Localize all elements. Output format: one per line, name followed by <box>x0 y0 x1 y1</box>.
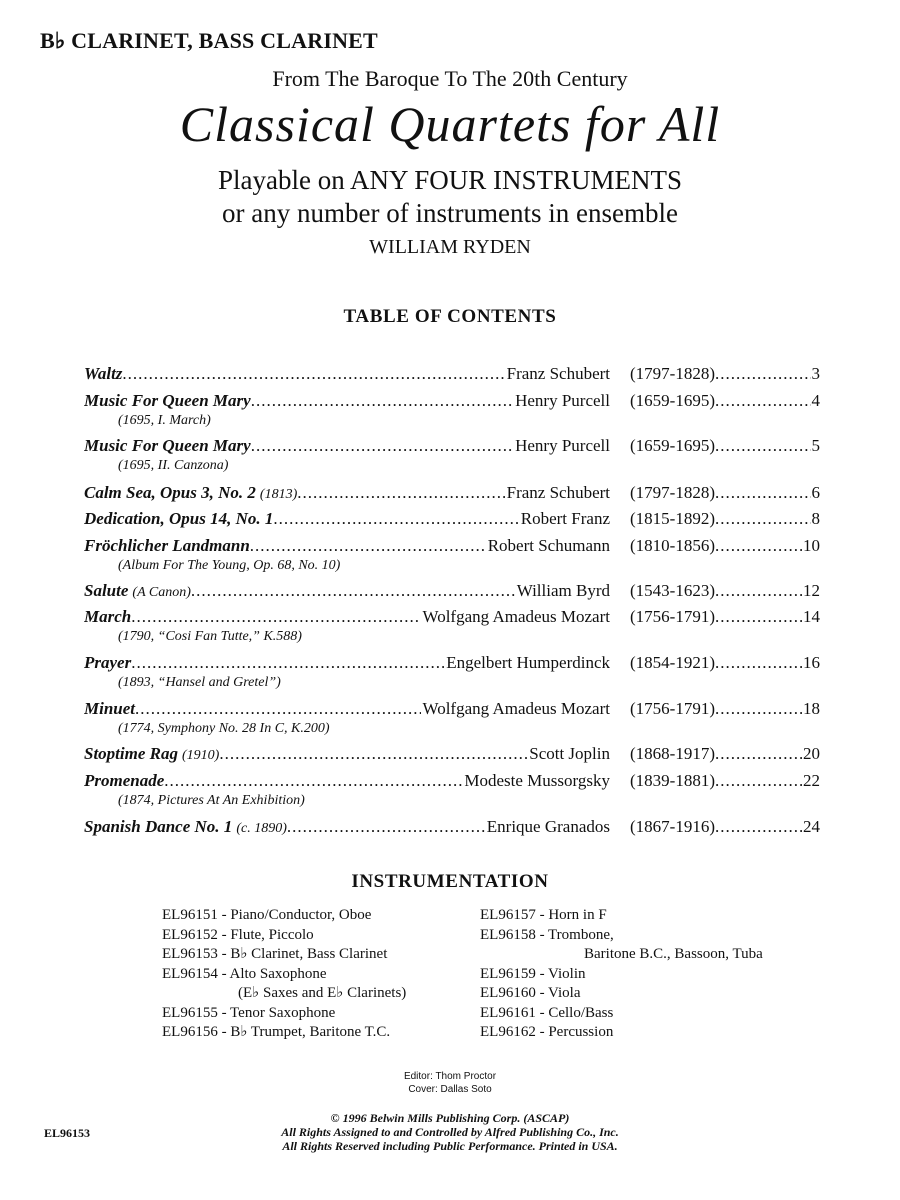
arranger-name: WILLIAM RYDEN <box>369 236 531 258</box>
toc-title: Music For Queen Mary <box>84 436 251 455</box>
toc-entry-right <box>630 743 820 765</box>
toc-entry-left <box>84 363 610 385</box>
toc-entry <box>84 535 820 557</box>
toc-entry <box>84 435 820 457</box>
toc-page-number: 12 <box>803 581 820 600</box>
toc-entry <box>84 390 820 412</box>
toc-title: Promenade <box>84 771 165 790</box>
toc-entry-left <box>84 508 610 530</box>
toc-page-number: 22 <box>803 771 820 790</box>
dot-leader <box>715 698 802 720</box>
toc-entry-left <box>84 652 610 674</box>
toc-entry-right <box>630 535 820 557</box>
dot-leader <box>715 482 811 504</box>
toc-dates: (1797-1828) <box>630 364 715 383</box>
toc-dates: (1756-1791) <box>630 699 715 718</box>
copyright-line: © 1996 Belwin Mills Publishing Corp. (ASCAP) <box>330 1111 570 1125</box>
toc-dates: (1854-1921) <box>630 653 715 672</box>
toc-entry-left <box>84 435 610 457</box>
dot-leader <box>251 435 513 457</box>
toc-entry <box>84 363 820 385</box>
instrument-part-note: Baritone B.C., Bassoon, Tuba <box>584 946 763 962</box>
toc-title-note: (A Canon) <box>132 585 191 600</box>
toc-title: Fröchlicher Landmann <box>84 536 250 555</box>
toc-dates: (1867-1916) <box>630 817 715 836</box>
copyright-line: All Rights Reserved including Public Performance. Printed in USA. <box>282 1139 618 1153</box>
dot-leader <box>715 816 802 838</box>
dot-leader <box>715 390 811 412</box>
toc-composer: Wolfgang Amadeus Mozart <box>422 699 610 718</box>
catalog-number: EL96153 <box>44 1126 91 1140</box>
toc-dates: (1659-1695) <box>630 391 715 410</box>
toc-entry-left <box>84 390 610 412</box>
instrument-part-note: (E♭ Saxes and E♭ Clarinets) <box>238 985 407 1001</box>
copyright-notice <box>0 1111 900 1153</box>
toc-subtitle: (1893, “Hansel and Gretel”) <box>118 675 281 690</box>
dot-leader <box>715 770 802 792</box>
dot-leader <box>715 606 802 628</box>
toc-entry-left <box>84 743 610 767</box>
toc-entry-right <box>630 435 820 457</box>
toc-page-number: 24 <box>803 817 820 836</box>
toc-title: Stoptime Rag <box>84 744 178 763</box>
toc-title-note: (1813) <box>259 487 298 502</box>
dot-leader <box>131 606 420 628</box>
copyright-line: All Rights Assigned to and Controlled by Alfred Publishing Co., Inc. <box>281 1125 619 1139</box>
toc-subtitle: (1695, I. March) <box>118 413 211 428</box>
instrumentation-heading: INSTRUMENTATION <box>351 871 549 892</box>
toc-entry <box>84 482 820 504</box>
toc-entry <box>84 508 820 530</box>
toc-entry-right <box>630 698 820 720</box>
toc-heading: TABLE OF CONTENTS <box>343 306 557 327</box>
instrument-part: EL96156 - B♭ Trumpet, Baritone T.C. <box>162 1024 391 1040</box>
dot-leader <box>131 652 444 674</box>
toc-title: Minuet <box>84 699 136 718</box>
dot-leader <box>715 363 811 385</box>
toc-dates: (1797-1828) <box>630 483 715 502</box>
toc-title-note: (1910) <box>181 748 220 763</box>
book-title: Classical Quartets for All <box>179 96 721 152</box>
toc-page-number: 10 <box>803 536 820 555</box>
dot-leader <box>164 770 462 792</box>
toc-composer: Modeste Mussorgsky <box>464 771 610 790</box>
toc-title: Salute <box>84 581 129 600</box>
toc-entry-right <box>630 482 820 504</box>
toc-subtitle: (1874, Pictures At An Exhibition) <box>118 793 305 808</box>
dot-leader <box>219 743 527 765</box>
toc-dates: (1659-1695) <box>630 436 715 455</box>
instrument-header: B♭ CLARINET, BASS CLARINET <box>40 28 378 53</box>
ensemble-line: or any number of instruments in ensemble <box>222 198 678 228</box>
dot-leader <box>135 698 420 720</box>
toc-page-number: 20 <box>803 744 820 763</box>
subtitle: From The Baroque To The 20th Century <box>272 66 628 91</box>
toc-composer: Robert Franz <box>520 509 610 528</box>
toc-dates: (1756-1791) <box>630 607 715 626</box>
toc-entry-left <box>84 482 610 506</box>
toc-entry-left <box>84 535 610 557</box>
toc-subtitle: (1695, II. Canzona) <box>118 458 229 473</box>
toc-page-number: 16 <box>803 653 820 672</box>
toc-entry-left <box>84 580 610 604</box>
toc-title: March <box>84 607 132 626</box>
dot-leader <box>715 435 811 457</box>
toc-entry-right <box>630 770 820 792</box>
toc-dates: (1839-1881) <box>630 771 715 790</box>
dot-leader <box>297 482 504 504</box>
instrument-part: EL96161 - Cello/Bass <box>480 1004 614 1021</box>
toc-dates: (1868-1917) <box>630 744 715 763</box>
toc-page-number: 5 <box>811 436 820 455</box>
instrument-part: EL96153 - B♭ Clarinet, Bass Clarinet <box>162 946 388 962</box>
toc-title: Music For Queen Mary <box>84 391 251 410</box>
toc-composer: Enrique Granados <box>486 817 610 836</box>
dot-leader <box>251 390 513 412</box>
instrument-part: EL96151 - Piano/Conductor, Oboe <box>162 907 372 923</box>
toc-entry-right <box>630 508 820 530</box>
toc-entry-right <box>630 816 820 838</box>
dot-leader <box>715 508 811 530</box>
toc-composer: Franz Schubert <box>506 364 610 383</box>
toc-dates: (1543-1623) <box>630 581 715 600</box>
toc-title: Calm Sea, Opus 3, No. 2 <box>84 483 256 502</box>
toc-entry-right <box>630 363 820 385</box>
toc-page-number: 18 <box>803 699 820 718</box>
toc-entry-left <box>84 606 610 628</box>
toc-composer: Wolfgang Amadeus Mozart <box>422 607 610 626</box>
toc-entry-left <box>84 698 610 720</box>
dot-leader <box>250 535 486 557</box>
toc-composer: Henry Purcell <box>515 391 610 410</box>
dot-leader <box>715 743 802 765</box>
toc-entry <box>84 606 820 628</box>
toc-entry-right <box>630 580 820 602</box>
toc-title: Waltz <box>84 364 123 383</box>
toc-title: Spanish Dance No. 1 <box>84 817 233 836</box>
toc-composer: Engelbert Humperdinck <box>446 653 610 672</box>
instrument-part: EL96158 - Trombone, <box>480 926 614 943</box>
toc-page-number: 4 <box>811 391 820 410</box>
toc-dates: (1815-1892) <box>630 509 715 528</box>
toc-entry <box>84 816 820 838</box>
instrument-part: EL96155 - Tenor Saxophone <box>162 1004 336 1021</box>
toc-entry <box>84 770 820 792</box>
toc-entry-right <box>630 390 820 412</box>
instrument-part: EL96162 - Percussion <box>480 1024 614 1040</box>
instrument-part: EL96159 - Violin <box>480 965 586 982</box>
toc-entry <box>84 652 820 674</box>
toc-composer: Henry Purcell <box>515 436 610 455</box>
toc-subtitle: (1774, Symphony No. 28 In C, K.200) <box>118 721 330 736</box>
dot-leader <box>715 580 802 602</box>
cover-credit: Cover: Dallas Soto <box>408 1084 492 1095</box>
toc-page-number: 14 <box>803 607 820 626</box>
toc-entry-left <box>84 770 610 792</box>
toc-entry-left <box>84 816 610 840</box>
toc-title: Dedication, Opus 14, No. 1 <box>84 509 274 528</box>
instrumentation-left-column <box>162 906 406 1043</box>
editor-credit: Editor: Thom Proctor <box>403 1071 497 1082</box>
toc-page-number: 8 <box>811 509 820 528</box>
toc-entry-right <box>630 652 820 674</box>
toc-title: Prayer <box>84 653 132 672</box>
toc-composer: Robert Schumann <box>487 536 610 555</box>
dot-leader <box>191 580 515 602</box>
toc-entry <box>84 743 820 765</box>
instrument-part: EL96157 - Horn in F <box>480 907 607 923</box>
dot-leader <box>273 508 518 530</box>
toc-title-note: (c. 1890) <box>236 821 287 836</box>
instrument-part: EL96152 - Flute, Piccolo <box>162 926 314 943</box>
toc-entry <box>84 580 820 602</box>
toc-subtitle: (Album For The Young, Op. 68, No. 10) <box>118 558 341 573</box>
playable-line: Playable on ANY FOUR INSTRUMENTS <box>217 165 682 195</box>
toc-composer: Scott Joplin <box>529 744 610 763</box>
instrumentation-right-column <box>480 906 763 1043</box>
toc-page-number: 3 <box>811 364 820 383</box>
dot-leader <box>715 652 802 674</box>
toc-subtitle: (1790, “Cosi Fan Tutte,” K.588) <box>118 629 302 644</box>
toc-page-number: 6 <box>811 483 820 502</box>
toc-composer: Franz Schubert <box>506 483 610 502</box>
toc-entry <box>84 698 820 720</box>
dot-leader <box>715 535 802 557</box>
toc-entry-right <box>630 606 820 628</box>
toc-dates: (1810-1856) <box>630 536 715 555</box>
dot-leader <box>122 363 504 385</box>
instrument-part: EL96154 - Alto Saxophone <box>162 965 327 982</box>
instrument-part: EL96160 - Viola <box>480 985 581 1001</box>
toc-composer: William Byrd <box>516 581 610 600</box>
dot-leader <box>287 816 485 838</box>
